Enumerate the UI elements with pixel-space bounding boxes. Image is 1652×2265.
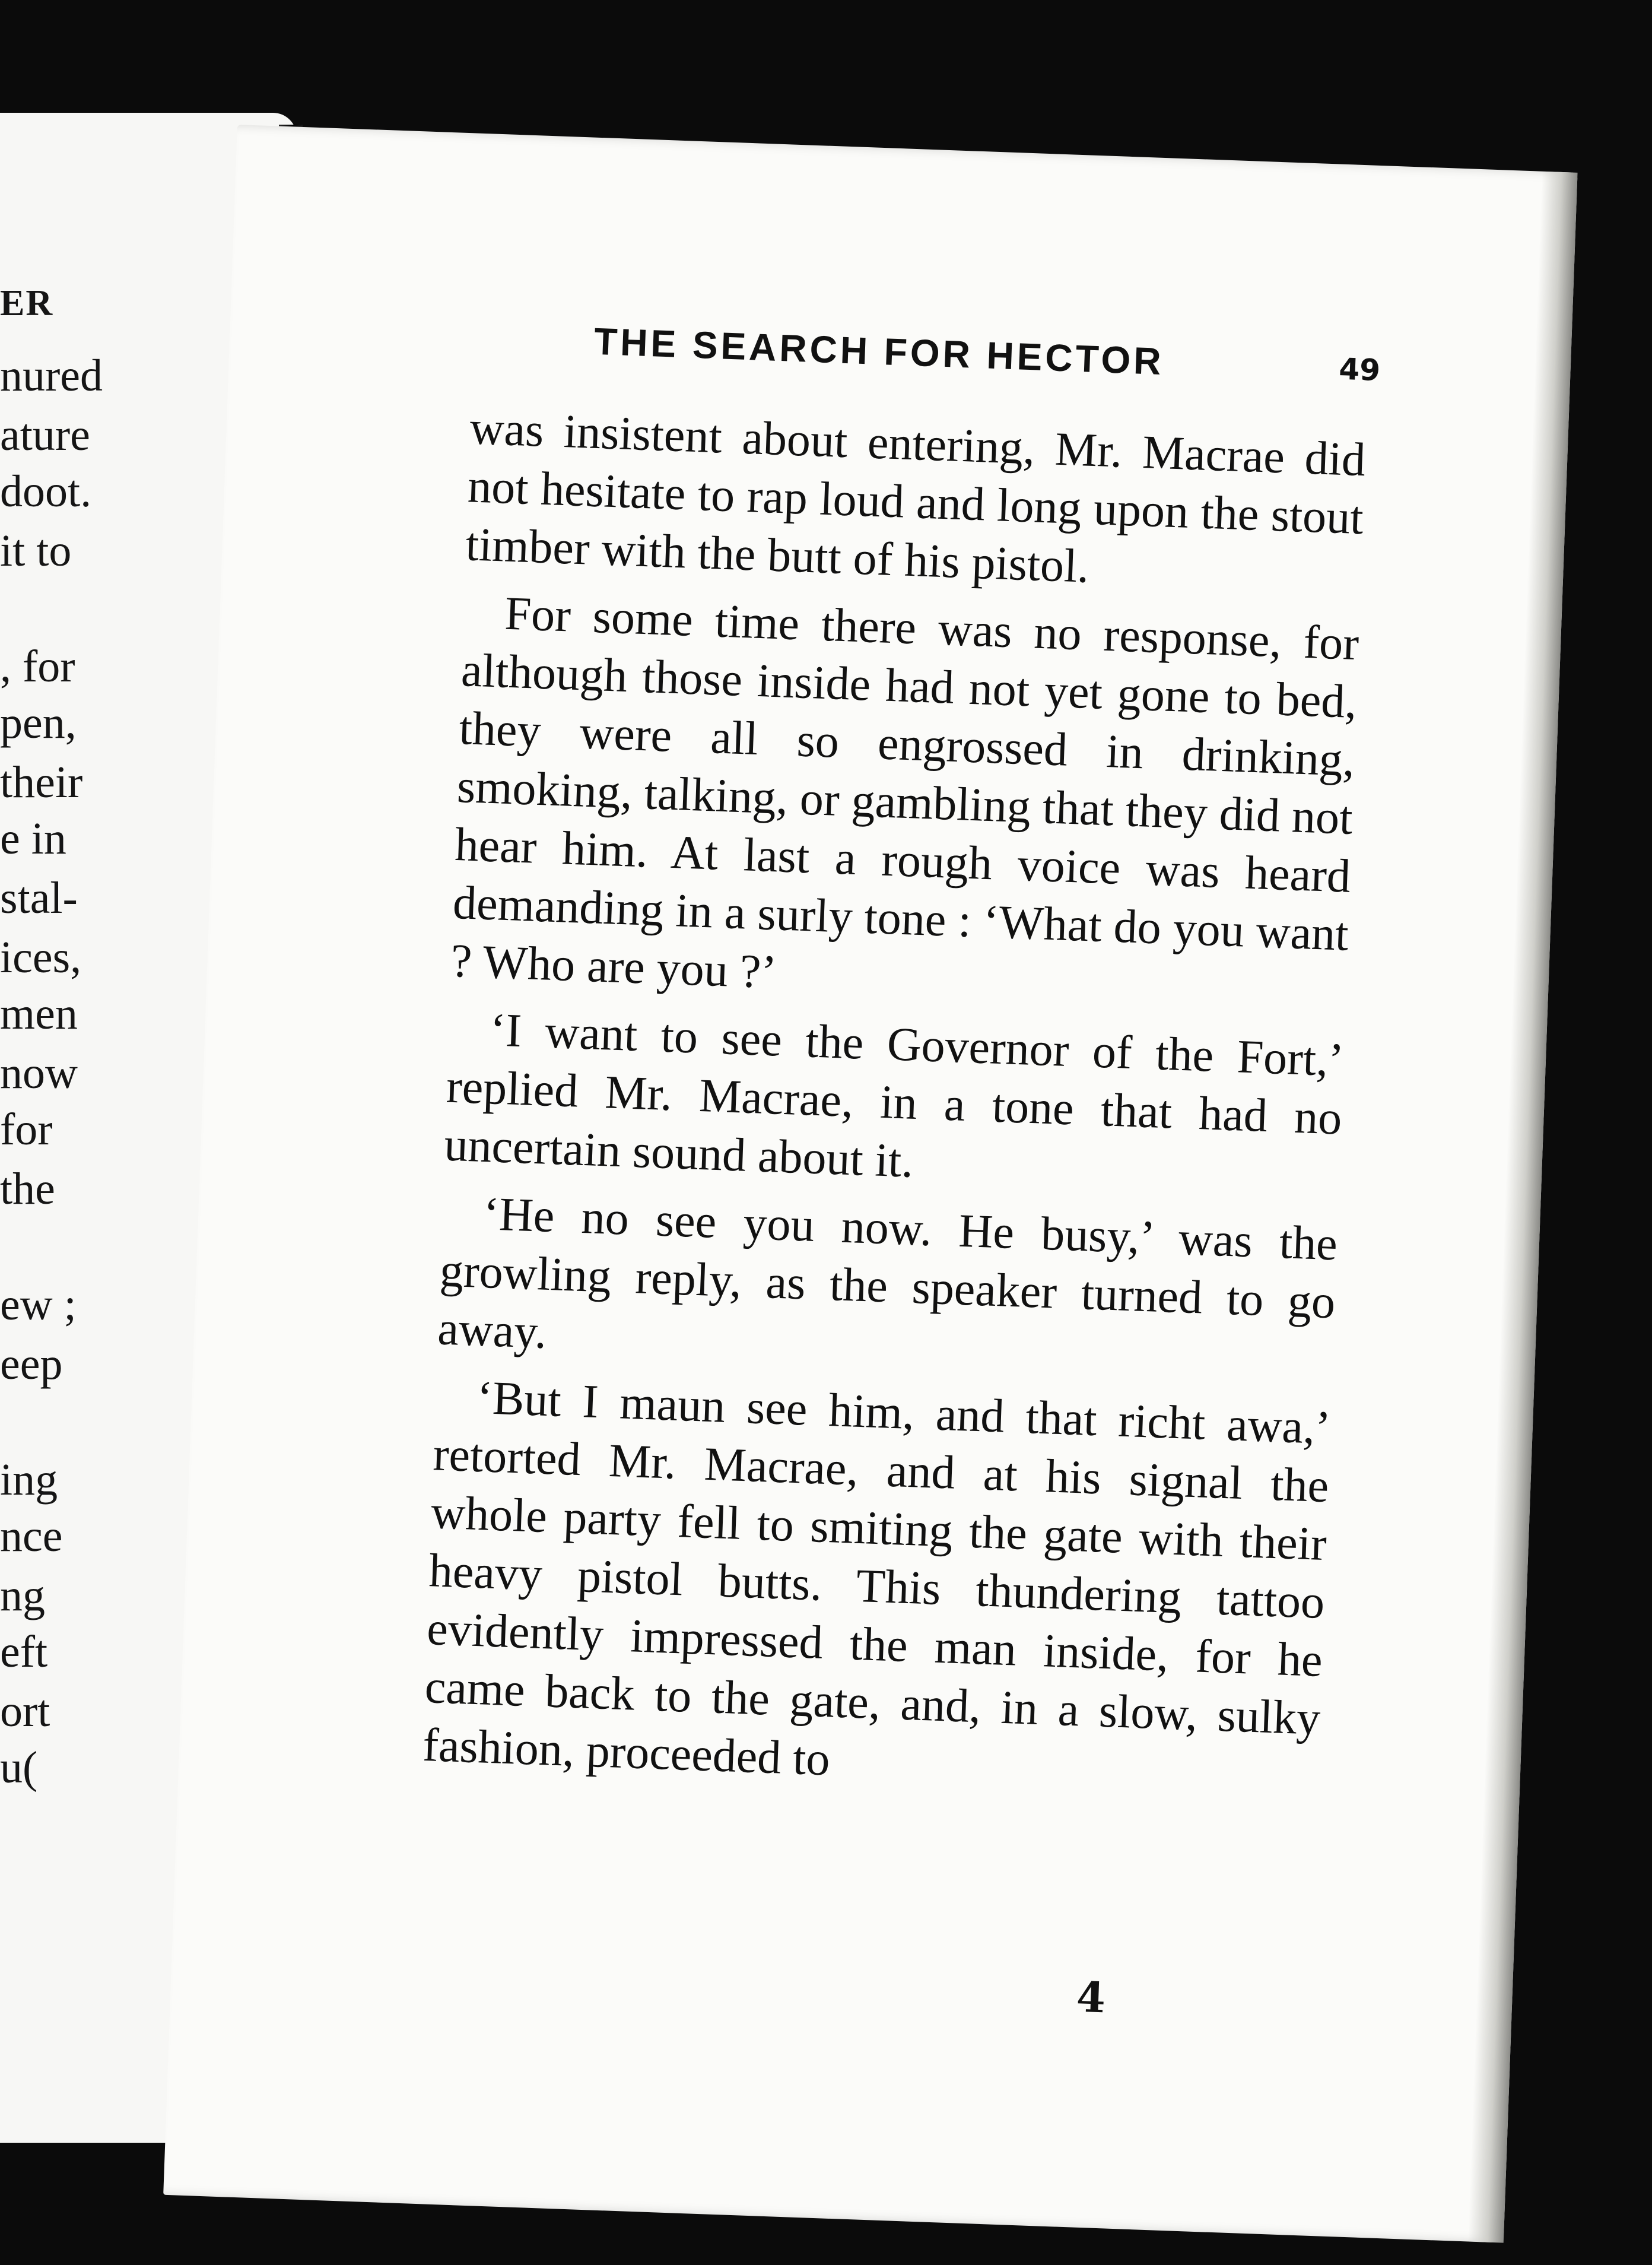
previous-page-line: e in — [0, 814, 66, 864]
previous-page-line: stal- — [0, 873, 78, 923]
page-number: 49 — [1338, 351, 1381, 388]
previous-page-line: their — [0, 757, 83, 807]
signature-mark: 4 — [1075, 1972, 1107, 2023]
previous-page-line: it to — [0, 526, 72, 576]
previous-page-line: the — [0, 1164, 55, 1214]
previous-page-line: now — [0, 1048, 78, 1098]
body-text — [421, 399, 1367, 1816]
paragraph: ‘He no see you now. He busy,’ was the growling reply, as the speaker turned to go away. — [437, 1188, 1339, 1359]
previous-page-line: ature — [0, 410, 90, 460]
previous-page-line: ew ; — [0, 1280, 77, 1330]
book-page — [163, 125, 1577, 2243]
previous-page-line: men — [0, 989, 78, 1039]
paragraph: For some time there was no response, for although those inside had not yet gone to bed, they were all so engrossed in drinking, smoking, talking, or gambling that they did not hear him. At last a rough voice was heard demanding in a surly tone : ‘What do you want ? Who are you ?’ — [450, 587, 1360, 999]
previous-page-line: nured — [0, 351, 103, 401]
paragraph: ‘I want to see the Governor of the Fort,’ replied Mr. Macrae, in a tone that had no uncertain sound about it. — [443, 1004, 1345, 1188]
previous-page-line: ices, — [0, 932, 82, 982]
previous-page-line: , for — [0, 642, 75, 691]
previous-page-line: nce — [0, 1511, 63, 1561]
paragraph: ‘But I maun see him, and that richt awa,’ retorted Mr. Macrae, and at his signal the whole party fell to smiting the gate with their heavy pistol butts. This thundering tattoo evidently impressed the man inside, for he came back to the gate, and, in a slow, sulky fashion, proceeded to — [421, 1371, 1332, 1786]
paragraph: was insistent about entering, Mr. Macrae did not hesitate to rap loud and long upon the stout timber with the butt of his pistol. — [465, 402, 1367, 593]
previous-page-line: pen, — [0, 698, 77, 748]
page-edge — [1468, 172, 1578, 2243]
previous-page-line: doot. — [0, 467, 92, 516]
previous-page-line: eft — [0, 1627, 48, 1677]
previous-page-line: u( — [0, 1743, 38, 1793]
previous-page-line: ing — [0, 1455, 58, 1505]
previous-page-running-head: ER — [0, 283, 54, 323]
running-head: THE SEARCH FOR HECTOR — [593, 319, 1165, 383]
previous-page-line: ng — [0, 1571, 45, 1620]
previous-page-line: for — [0, 1105, 53, 1154]
previous-page-line: ort — [0, 1686, 50, 1736]
previous-page-line: eep — [0, 1339, 63, 1389]
